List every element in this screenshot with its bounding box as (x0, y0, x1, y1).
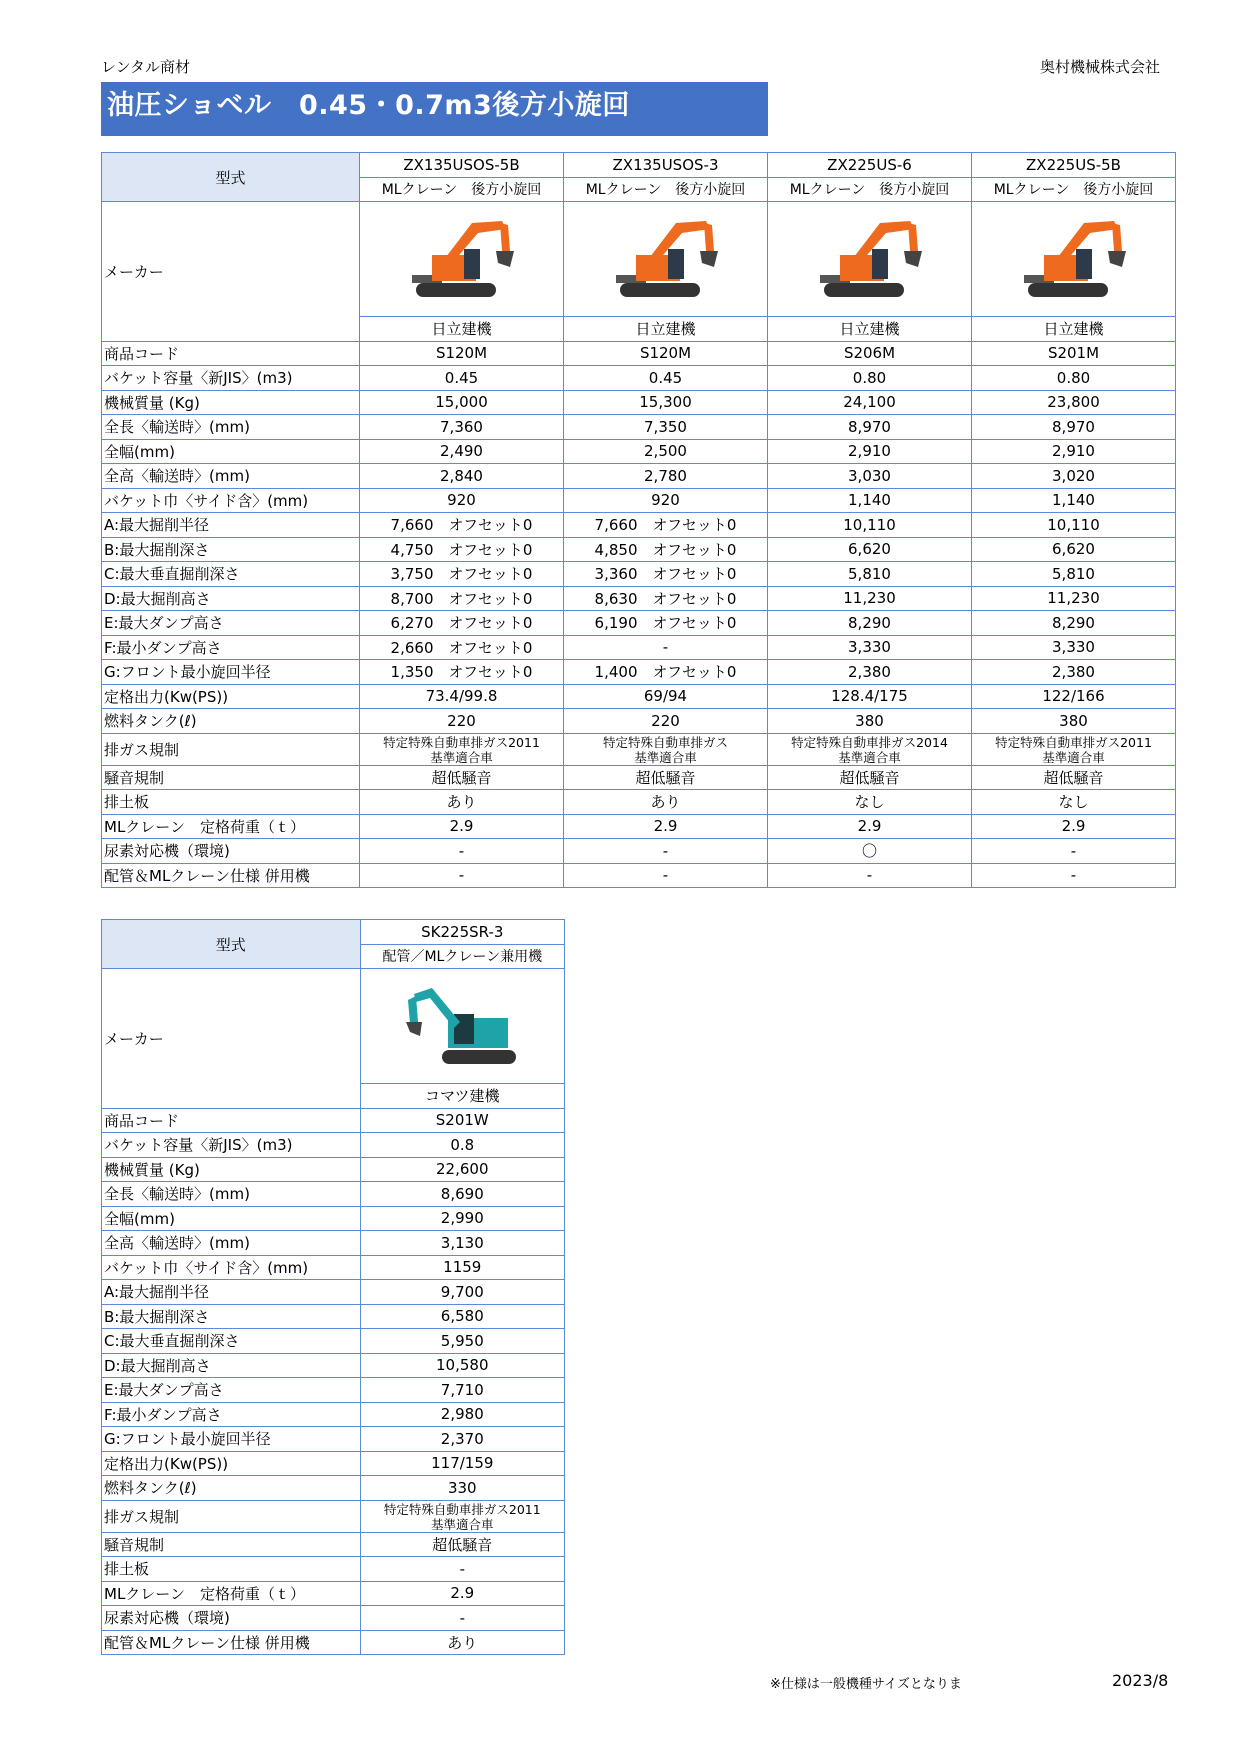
cell-length: 8,970 (972, 415, 1176, 440)
emission-line-1: 特定特殊自動車排ガス2011 (995, 734, 1152, 750)
spec-table-2 (101, 919, 565, 1655)
row-label-code: 商品コード (102, 1108, 361, 1133)
cell-noise: 超低騒音 (972, 765, 1176, 790)
cell-emission (768, 733, 972, 765)
header-category: レンタル商材 (101, 58, 191, 76)
row-label-f: F:最小ダンプ高さ (102, 1402, 361, 1427)
cell-dual: - (564, 863, 768, 888)
cell-a: 7,660 オフセット0 (564, 513, 768, 538)
row-label-c: C:最大垂直掘削深さ (102, 1329, 361, 1354)
row-label-length: 全長〈輸送時〉(mm) (102, 1182, 361, 1207)
emission-line-2: 基準適合車 (838, 749, 901, 765)
row-label-bucket-width: バケット巾〈サイド含〉(mm) (102, 1255, 361, 1280)
row-label-blade: 排土板 (102, 1557, 361, 1582)
cell-urea: - (360, 1606, 564, 1631)
cell-blade: あり (360, 790, 564, 815)
cell-f: 2,660 オフセット0 (360, 635, 564, 660)
cell-emission (972, 733, 1176, 765)
cell-blade: - (360, 1557, 564, 1582)
cell-g: 1,350 オフセット0 (360, 660, 564, 685)
cell-dual: - (360, 863, 564, 888)
cell-f: 2,980 (360, 1402, 564, 1427)
row-label-maker: メーカー (102, 969, 361, 1109)
cell-d: 10,580 (360, 1353, 564, 1378)
cell-crane: 2.9 (360, 814, 564, 839)
cell-power: 128.4/175 (768, 684, 972, 709)
hitachi-excavator-icon (1014, 211, 1134, 307)
row-label-a: A:最大掘削半径 (102, 1280, 361, 1305)
cell-a: 9,700 (360, 1280, 564, 1305)
page-title: 油圧ショベル 0.45・0.7m3後方小旋回 (101, 82, 768, 136)
cell-length: 7,350 (564, 415, 768, 440)
cell-width: 2,910 (768, 439, 972, 464)
cell-a: 10,110 (972, 513, 1176, 538)
cell-noise: 超低騒音 (768, 765, 972, 790)
row-label-c: C:最大垂直掘削深さ (102, 562, 360, 587)
row-label-height: 全高〈輸送時〉(mm) (102, 464, 360, 489)
cell-power: 122/166 (972, 684, 1176, 709)
emission-line-1: 特定特殊自動車排ガス2011 (383, 734, 540, 750)
cell-code: S201M (972, 341, 1176, 366)
maker-name: 日立建機 (360, 317, 564, 342)
machine-photo (360, 202, 564, 317)
cell-urea: 〇 (768, 839, 972, 864)
row-label-blade: 排土板 (102, 790, 360, 815)
cell-mass: 15,300 (564, 390, 768, 415)
cell-height: 3,130 (360, 1231, 564, 1256)
model-subtitle: MLクレーン 後方小旋回 (564, 177, 768, 202)
footer-date: 2023/8 (1112, 1671, 1169, 1690)
row-label-length: 全長〈輸送時〉(mm) (102, 415, 360, 440)
cell-noise: 超低騒音 (564, 765, 768, 790)
hitachi-excavator-icon (402, 211, 522, 307)
cell-mass: 22,600 (360, 1157, 564, 1182)
row-label-f: F:最小ダンプ高さ (102, 635, 360, 660)
cell-crane: 2.9 (768, 814, 972, 839)
cell-d: 8,630 オフセット0 (564, 586, 768, 611)
machine-photo (972, 202, 1176, 317)
cell-fuel: 220 (360, 709, 564, 734)
model-subtitle: MLクレーン 後方小旋回 (972, 177, 1176, 202)
maker-name: 日立建機 (972, 317, 1176, 342)
cell-mass: 15,000 (360, 390, 564, 415)
row-label-dual: 配管＆MLクレーン仕様 併用機 (102, 1630, 361, 1655)
cell-bucket-width: 1,140 (972, 488, 1176, 513)
row-label-noise: 騒音規制 (102, 765, 360, 790)
cell-bucket: 0.80 (768, 366, 972, 391)
cell-urea: - (360, 839, 564, 864)
cell-c: 3,750 オフセット0 (360, 562, 564, 587)
cell-height: 3,030 (768, 464, 972, 489)
cell-bucket: 0.45 (564, 366, 768, 391)
cell-emission (360, 1500, 564, 1532)
cell-blade: なし (972, 790, 1176, 815)
cell-g: 1,400 オフセット0 (564, 660, 768, 685)
cell-blade: あり (564, 790, 768, 815)
row-label-urea: 尿素対応機（環境) (102, 839, 360, 864)
row-label-mass: 機械質量 (Kg) (102, 1157, 361, 1182)
header-company: 奥村機械株式会社 (1040, 58, 1161, 76)
cell-fuel: 330 (360, 1476, 564, 1501)
cell-height: 3,020 (972, 464, 1176, 489)
row-label-bucket: バケット容量〈新JIS〉(m3) (102, 1133, 361, 1158)
emission-line-2: 基準適合車 (430, 749, 493, 765)
cell-g: 2,370 (360, 1427, 564, 1452)
row-label-e: E:最大ダンプ高さ (102, 1378, 361, 1403)
row-label-crane: MLクレーン 定格荷重（ｔ） (102, 1581, 361, 1606)
emission-line-2: 基準適合車 (431, 1516, 494, 1532)
cell-power: 69/94 (564, 684, 768, 709)
machine-photo (360, 969, 564, 1084)
model-name: ZX135USOS-5B (360, 153, 564, 178)
row-label-dual: 配管＆MLクレーン仕様 併用機 (102, 863, 360, 888)
row-label-fuel: 燃料タンク(ℓ) (102, 709, 360, 734)
row-label-e: E:最大ダンプ高さ (102, 611, 360, 636)
cell-height: 2,780 (564, 464, 768, 489)
cell-b: 4,750 オフセット0 (360, 537, 564, 562)
cell-height: 2,840 (360, 464, 564, 489)
cell-c: 5,810 (768, 562, 972, 587)
cell-code: S120M (360, 341, 564, 366)
cell-b: 4,850 オフセット0 (564, 537, 768, 562)
row-label-emission: 排ガス規制 (102, 1500, 361, 1532)
row-label-model: 型式 (102, 153, 360, 202)
cell-e: 8,290 (768, 611, 972, 636)
emission-line-1: 特定特殊自動車排ガス (602, 734, 728, 750)
cell-e: 8,290 (972, 611, 1176, 636)
cell-length: 8,970 (768, 415, 972, 440)
cell-power: 73.4/99.8 (360, 684, 564, 709)
cell-bucket-width: 1159 (360, 1255, 564, 1280)
cell-bucket: 0.45 (360, 366, 564, 391)
cell-d: 11,230 (972, 586, 1176, 611)
cell-e: 6,270 オフセット0 (360, 611, 564, 636)
row-label-code: 商品コード (102, 341, 360, 366)
cell-fuel: 220 (564, 709, 768, 734)
row-label-width: 全幅(mm) (102, 439, 360, 464)
cell-blade: なし (768, 790, 972, 815)
row-label-d: D:最大掘削高さ (102, 1353, 361, 1378)
emission-line-1: 特定特殊自動車排ガス2011 (383, 1501, 541, 1517)
cell-width: 2,490 (360, 439, 564, 464)
hitachi-excavator-icon (606, 211, 726, 307)
row-label-bucket: バケット容量〈新JIS〉(m3) (102, 366, 360, 391)
maker-name: コマツ建機 (360, 1084, 564, 1109)
cell-bucket: 0.80 (972, 366, 1176, 391)
cell-g: 2,380 (768, 660, 972, 685)
cell-a: 10,110 (768, 513, 972, 538)
cell-f: 3,330 (768, 635, 972, 660)
cell-emission (360, 733, 564, 765)
row-label-width: 全幅(mm) (102, 1206, 361, 1231)
cell-bucket-width: 920 (360, 488, 564, 513)
cell-dual: - (768, 863, 972, 888)
cell-crane: 2.9 (360, 1581, 564, 1606)
cell-length: 8,690 (360, 1182, 564, 1207)
model-name: ZX225US-5B (972, 153, 1176, 178)
cell-f: - (564, 635, 768, 660)
maker-name: 日立建機 (768, 317, 972, 342)
row-label-g: G:フロント最小旋回半径 (102, 1427, 361, 1452)
cell-noise: 超低騒音 (360, 765, 564, 790)
cell-b: 6,580 (360, 1304, 564, 1329)
row-label-d: D:最大掘削高さ (102, 586, 360, 611)
cell-g: 2,380 (972, 660, 1176, 685)
cell-b: 6,620 (768, 537, 972, 562)
cell-dual: あり (360, 1630, 564, 1655)
cell-d: 11,230 (768, 586, 972, 611)
cell-bucket-width: 920 (564, 488, 768, 513)
maker-name: 日立建機 (564, 317, 768, 342)
cell-emission (564, 733, 768, 765)
cell-bucket: 0.8 (360, 1133, 564, 1158)
cell-e: 6,190 オフセット0 (564, 611, 768, 636)
row-label-a: A:最大掘削半径 (102, 513, 360, 538)
cell-crane: 2.9 (972, 814, 1176, 839)
cell-code: S206M (768, 341, 972, 366)
model-name: ZX225US-6 (768, 153, 972, 178)
cell-c: 3,360 オフセット0 (564, 562, 768, 587)
footer-note: ※仕様は一般機種サイズとなりま (770, 1677, 962, 1692)
hitachi-excavator-icon (810, 211, 930, 307)
row-label-power: 定格出力(Kw(PS)) (102, 1451, 361, 1476)
cell-mass: 23,800 (972, 390, 1176, 415)
cell-width: 2,910 (972, 439, 1176, 464)
cell-urea: - (972, 839, 1176, 864)
row-label-g: G:フロント最小旋回半径 (102, 660, 360, 685)
spec-table-1 (101, 152, 1176, 888)
cell-bucket-width: 1,140 (768, 488, 972, 513)
row-label-power: 定格出力(Kw(PS)) (102, 684, 360, 709)
row-label-model: 型式 (102, 920, 361, 969)
machine-photo (564, 202, 768, 317)
emission-line-2: 基準適合車 (634, 749, 697, 765)
row-label-height: 全高〈輸送時〉(mm) (102, 1231, 361, 1256)
cell-d: 8,700 オフセット0 (360, 586, 564, 611)
kobelco-excavator-icon (402, 978, 522, 1074)
cell-e: 7,710 (360, 1378, 564, 1403)
cell-length: 7,360 (360, 415, 564, 440)
cell-width: 2,500 (564, 439, 768, 464)
model-subtitle: MLクレーン 後方小旋回 (768, 177, 972, 202)
machine-photo (768, 202, 972, 317)
cell-power: 117/159 (360, 1451, 564, 1476)
model-name: SK225SR-3 (360, 920, 564, 945)
emission-line-1: 特定特殊自動車排ガス2014 (791, 734, 948, 750)
row-label-bucket-width: バケット巾〈サイド含〉(mm) (102, 488, 360, 513)
cell-a: 7,660 オフセット0 (360, 513, 564, 538)
model-subtitle: 配管／MLクレーン兼用機 (360, 944, 564, 969)
row-label-crane: MLクレーン 定格荷重（ｔ） (102, 814, 360, 839)
row-label-urea: 尿素対応機（環境) (102, 1606, 361, 1631)
model-name: ZX135USOS-3 (564, 153, 768, 178)
cell-width: 2,990 (360, 1206, 564, 1231)
cell-code: S120M (564, 341, 768, 366)
cell-urea: - (564, 839, 768, 864)
row-label-noise: 騒音規制 (102, 1532, 361, 1557)
row-label-b: B:最大掘削深さ (102, 537, 360, 562)
cell-f: 3,330 (972, 635, 1176, 660)
row-label-b: B:最大掘削深さ (102, 1304, 361, 1329)
cell-fuel: 380 (768, 709, 972, 734)
row-label-emission: 排ガス規制 (102, 733, 360, 765)
row-label-maker: メーカー (102, 202, 360, 342)
row-label-mass: 機械質量 (Kg) (102, 390, 360, 415)
model-subtitle: MLクレーン 後方小旋回 (360, 177, 564, 202)
cell-noise: 超低騒音 (360, 1532, 564, 1557)
cell-dual: - (972, 863, 1176, 888)
row-label-fuel: 燃料タンク(ℓ) (102, 1476, 361, 1501)
cell-mass: 24,100 (768, 390, 972, 415)
cell-code: S201W (360, 1108, 564, 1133)
cell-crane: 2.9 (564, 814, 768, 839)
cell-fuel: 380 (972, 709, 1176, 734)
cell-b: 6,620 (972, 537, 1176, 562)
cell-c: 5,950 (360, 1329, 564, 1354)
cell-c: 5,810 (972, 562, 1176, 587)
emission-line-2: 基準適合車 (1042, 749, 1105, 765)
